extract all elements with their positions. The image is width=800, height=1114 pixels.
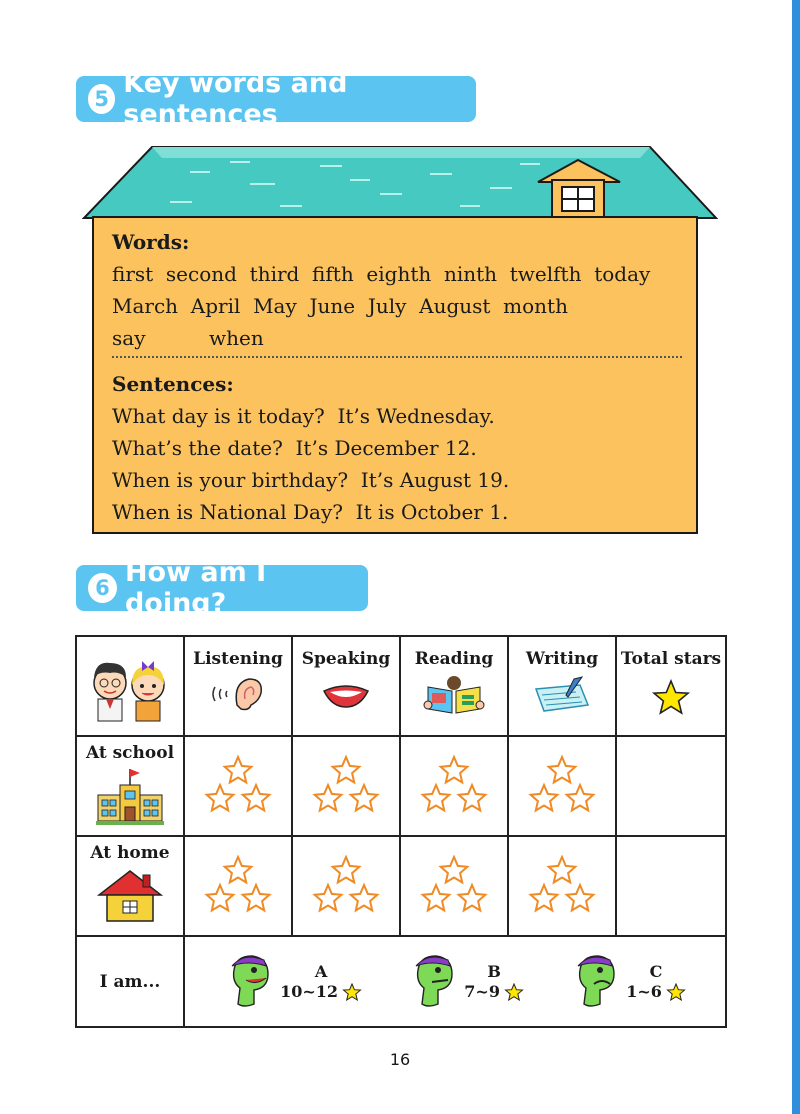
at-school-label: At school	[85, 743, 175, 763]
section-5-number: 5	[88, 84, 115, 114]
page-number: 16	[389, 1050, 411, 1069]
sentence-line: When is National Day? It is October 1.	[112, 500, 509, 524]
house-icon	[97, 867, 163, 925]
reading-header-cell	[400, 636, 508, 736]
total-stars-header-cell	[616, 636, 726, 736]
speaking-label: Speaking	[301, 649, 391, 669]
total-stars-label: Total stars	[620, 649, 722, 669]
stars-cell	[508, 836, 616, 936]
at-home-cell	[76, 836, 184, 936]
at-home-label: At home	[90, 843, 170, 863]
grade-b-letter: B	[487, 961, 501, 981]
grade-c-letter: C	[649, 961, 663, 981]
section-6-title: How am I doing?	[124, 557, 267, 619]
three-stars-icon	[419, 755, 489, 815]
dotted-divider	[112, 356, 682, 358]
dinosaur-icon	[224, 952, 276, 1012]
grade-a-range: 10~12	[280, 981, 339, 1001]
sentence-line: What day is it today? It’s Wednesday.	[112, 404, 495, 428]
section-6-header	[76, 557, 368, 619]
listening-header-cell	[184, 636, 292, 736]
words-line: say when	[112, 326, 264, 350]
kids-cell	[76, 636, 184, 736]
progress-table	[75, 635, 727, 1028]
three-stars-icon	[311, 855, 381, 915]
grade-c	[570, 952, 686, 1012]
writing-header-cell	[508, 636, 616, 736]
school-total-cell[interactable]	[616, 736, 726, 836]
page-edge-bar	[792, 0, 800, 1114]
i-am-label: I am...	[99, 971, 161, 992]
stars-cell	[400, 836, 508, 936]
stars-cell	[400, 736, 508, 836]
stars-cell	[508, 736, 616, 836]
ear-icon	[203, 675, 273, 713]
three-stars-icon	[419, 855, 489, 915]
writing-label: Writing	[525, 649, 599, 669]
book-icon	[422, 675, 486, 715]
star-icon	[342, 983, 362, 1001]
mouth-icon	[316, 675, 376, 713]
listening-label: Listening	[193, 649, 283, 669]
three-stars-icon	[311, 755, 381, 815]
speaking-header-cell	[292, 636, 400, 736]
grade-b-range: 7~9	[464, 981, 500, 1001]
school-icon	[94, 767, 166, 827]
section-6-number: 6	[88, 573, 117, 603]
words-heading: Words:	[112, 230, 190, 254]
i-am-cell	[76, 936, 184, 1027]
star-icon	[504, 983, 524, 1001]
grade-a	[224, 952, 362, 1012]
sentences-heading: Sentences:	[112, 372, 234, 396]
star-icon	[651, 679, 691, 715]
section-5-header	[76, 68, 476, 130]
three-stars-icon	[527, 855, 597, 915]
stars-cell	[184, 736, 292, 836]
stars-cell	[292, 836, 400, 936]
grades-cell	[184, 936, 726, 1027]
star-icon	[666, 983, 686, 1001]
words-line: first second third fifth eighth ninth twelfth today	[112, 262, 651, 286]
reading-label: Reading	[414, 649, 494, 669]
three-stars-icon	[527, 755, 597, 815]
sentence-line: What’s the date? It’s December 12.	[112, 436, 477, 460]
home-total-cell[interactable]	[616, 836, 726, 936]
grade-a-letter: A	[314, 961, 328, 981]
stars-cell	[292, 736, 400, 836]
sentence-line: When is your birthday? It’s August 19.	[112, 468, 510, 492]
words-line: March April May June July August month	[112, 294, 568, 318]
section-5-title: Key words and sentences	[123, 68, 348, 130]
stars-cell	[184, 836, 292, 936]
kids-icon	[82, 649, 178, 729]
three-stars-icon	[203, 855, 273, 915]
grade-c-range: 1~6	[626, 981, 662, 1001]
dinosaur-icon	[570, 952, 622, 1012]
dinosaur-icon	[408, 952, 460, 1012]
three-stars-icon	[203, 755, 273, 815]
grade-b	[408, 952, 524, 1012]
key-words-box	[92, 216, 698, 534]
at-school-cell	[76, 736, 184, 836]
notebook-icon	[530, 675, 594, 715]
